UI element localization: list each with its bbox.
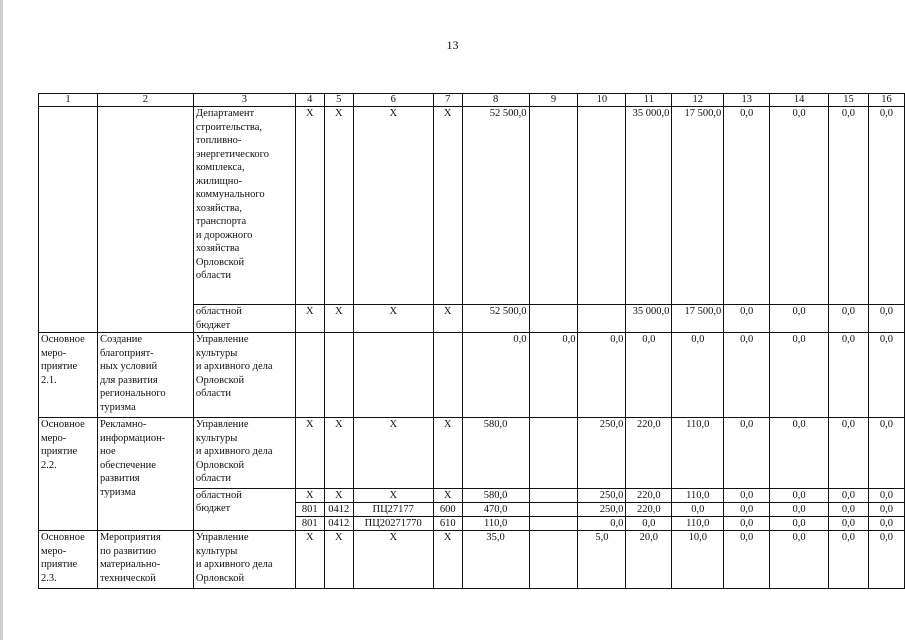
cell-c14: 0,0: [770, 305, 829, 333]
cell-text-line: Основное: [41, 334, 85, 345]
cell-text-line: развития: [99, 473, 140, 484]
cell-c8: 580,0: [462, 418, 529, 489]
cell-text-line: обеспечение: [99, 459, 156, 471]
cell-c7: X: [433, 305, 462, 333]
cell-text-line: ное: [99, 446, 116, 457]
cell-c15: 0,0: [829, 333, 869, 418]
cell-text-line: меро-: [41, 347, 67, 359]
cell-text-line: Основное: [41, 532, 85, 543]
executor-cell: [193, 418, 295, 489]
cell-c12: 110,0: [672, 418, 724, 489]
header-row: [39, 94, 905, 107]
cell-text-line: энергетического: [195, 148, 269, 160]
cell-text-line: туризма: [99, 486, 136, 498]
cell-text-line: Орловской: [195, 572, 245, 584]
cell-c11: 35 000,0: [626, 305, 672, 333]
program-table: [38, 93, 905, 589]
cell-c4: X: [295, 107, 324, 305]
cell-text-line: 2.3.: [41, 572, 57, 584]
cell-text-line: Управление: [195, 532, 249, 543]
cell-c13: 0,0: [724, 418, 770, 489]
cell-c15: 0,0: [829, 489, 869, 503]
table-row-department: [39, 107, 905, 305]
cell-text-line: и архивного дела: [195, 446, 273, 457]
cell-text-line: приятие: [41, 361, 78, 372]
cell-c11: 20,0: [626, 531, 672, 589]
cell-c7: 610: [433, 517, 462, 531]
header-cell: 5: [324, 94, 353, 107]
status-cell-empty: [39, 107, 98, 333]
cell-c8: 110,0: [462, 517, 529, 531]
cell-c11: 220,0: [626, 503, 672, 517]
header-cell: 4: [295, 94, 324, 107]
cell-c4: 801: [295, 517, 324, 531]
cell-c5: X: [324, 531, 353, 589]
header-cell: 7: [433, 94, 462, 107]
cell-c6: X: [353, 489, 433, 503]
cell-text-line: Мероприятия: [99, 532, 161, 543]
cell-c9: [529, 305, 578, 333]
cell-text-line: строительства,: [195, 121, 263, 133]
cell-text-line: Рекламно-: [99, 419, 147, 430]
cell-c13: 0,0: [724, 517, 770, 531]
header-cell: 6: [353, 94, 433, 107]
cell-c11: 220,0: [626, 489, 672, 503]
cell-c13: 0,0: [724, 107, 770, 305]
cell-c16: 0,0: [868, 531, 904, 589]
executor-cell: [193, 333, 295, 418]
cell-c10: 250,0: [578, 418, 626, 489]
cell-text-line: области: [195, 473, 231, 484]
cell-text-line: меро-: [41, 432, 67, 444]
cell-c15: 0,0: [829, 107, 869, 305]
cell-text-line: культуры: [195, 347, 238, 359]
cell-text-line: по развитию: [99, 545, 157, 557]
header-cell: 11: [626, 94, 672, 107]
cell-c12: 110,0: [672, 489, 724, 503]
cell-c10: 250,0: [578, 503, 626, 517]
cell-text-line: области: [195, 388, 231, 399]
cell-c9: [529, 531, 578, 589]
table-row-measure-2-3: [39, 531, 905, 589]
cell-c7: X: [433, 489, 462, 503]
cell-c6: ПЦ27177: [353, 503, 433, 517]
cell-c7: X: [433, 418, 462, 489]
cell-c6: [353, 333, 433, 418]
cell-text-line: меро-: [41, 545, 67, 557]
cell-c13: 0,0: [724, 333, 770, 418]
header-cell: 16: [868, 94, 904, 107]
cell-text-line: хозяйства,: [195, 202, 242, 214]
header-cell: 15: [829, 94, 869, 107]
cell-text-line: для развития: [99, 374, 158, 386]
cell-text-line: Создание: [99, 334, 143, 345]
cell-c9: [529, 418, 578, 489]
page-number: 13: [446, 38, 459, 52]
cell-c11: 220,0: [626, 418, 672, 489]
cell-text-line: 2.2.: [41, 459, 57, 471]
table-row-measure-2-1: [39, 333, 905, 418]
cell-text-line: областной: [195, 306, 242, 317]
cell-c12: 0,0: [672, 333, 724, 418]
cell-c14: 0,0: [770, 333, 829, 418]
title-cell-empty: [97, 107, 193, 333]
cell-c16: 0,0: [868, 305, 904, 333]
cell-c6: X: [353, 305, 433, 333]
cell-c11: 0,0: [626, 333, 672, 418]
cell-c7: 600: [433, 503, 462, 517]
header-cell: 9: [529, 94, 578, 107]
cell-c8: 470,0: [462, 503, 529, 517]
cell-c6: X: [353, 418, 433, 489]
cell-c4: X: [295, 418, 324, 489]
cell-c8: 35,0: [462, 531, 529, 589]
measure-title-cell: [97, 333, 193, 418]
cell-c5: X: [324, 489, 353, 503]
cell-text-line: Орловской: [195, 459, 245, 471]
cell-text-line: и архивного дела: [195, 361, 273, 372]
cell-text-line: 2.1.: [41, 374, 57, 386]
header-cell: 13: [724, 94, 770, 107]
cell-c15: 0,0: [829, 418, 869, 489]
cell-c10: 250,0: [578, 489, 626, 503]
cell-c4: X: [295, 489, 324, 503]
cell-text-line: технической: [99, 572, 156, 584]
cell-text-line: ных условий: [99, 361, 158, 372]
cell-c16: 0,0: [868, 489, 904, 503]
cell-text-line: хозяйства: [195, 243, 240, 254]
cell-c9: [529, 503, 578, 517]
cell-c10: 0,0: [578, 517, 626, 531]
cell-c9: [529, 107, 578, 305]
header-cell: 12: [672, 94, 724, 107]
measure-title-cell: [97, 418, 193, 531]
scan-edge: [0, 0, 3, 640]
cell-c8: 52 500,0: [462, 107, 529, 305]
cell-c5: X: [324, 305, 353, 333]
cell-text-line: комплекса,: [195, 162, 245, 173]
cell-c9: [529, 517, 578, 531]
cell-c14: 0,0: [770, 503, 829, 517]
cell-c9: [529, 489, 578, 503]
status-cell: [39, 333, 98, 418]
cell-c8: 580,0: [462, 489, 529, 503]
cell-c7: X: [433, 531, 462, 589]
cell-c9: 0,0: [529, 333, 578, 418]
cell-c16: 0,0: [868, 107, 904, 305]
cell-c14: 0,0: [770, 489, 829, 503]
cell-text-line: транспорта: [195, 216, 247, 227]
cell-c12: 110,0: [672, 517, 724, 531]
cell-c14: 0,0: [770, 517, 829, 531]
cell-c15: 0,0: [829, 531, 869, 589]
cell-text-line: Департамент: [195, 108, 255, 119]
executor-cell: [193, 107, 295, 305]
cell-text-line: туризма: [99, 401, 136, 413]
cell-c8: 0,0: [462, 333, 529, 418]
header-cell: 8: [462, 94, 529, 107]
cell-text-line: культуры: [195, 432, 238, 444]
cell-c5: [324, 333, 353, 418]
header-cell: 14: [770, 94, 829, 107]
cell-text-line: бюджет: [195, 319, 231, 331]
cell-text-line: Орловской: [195, 256, 245, 268]
cell-c5: X: [324, 107, 353, 305]
cell-text-line: регионального: [99, 388, 166, 399]
cell-text-line: благоприят-: [99, 347, 154, 359]
cell-c12: 0,0: [672, 503, 724, 517]
cell-text-line: жилищно-: [195, 175, 243, 187]
funding-source-cell: [193, 489, 295, 531]
header-cell: 2: [97, 94, 193, 107]
cell-c6: ПЦ20271770: [353, 517, 433, 531]
cell-c12: 10,0: [672, 531, 724, 589]
cell-c11: 0,0: [626, 517, 672, 531]
cell-text-line: Основное: [41, 419, 85, 430]
cell-c15: 0,0: [829, 503, 869, 517]
cell-text-line: и дорожного: [195, 229, 253, 241]
cell-c6: X: [353, 531, 433, 589]
cell-c14: 0,0: [770, 107, 829, 305]
cell-c7: [433, 333, 462, 418]
cell-text-line: топливно-: [195, 135, 242, 146]
cell-c10: 0,0: [578, 333, 626, 418]
cell-c16: 0,0: [868, 333, 904, 418]
cell-text-line: Орловской: [195, 374, 245, 386]
cell-c16: 0,0: [868, 418, 904, 489]
cell-text-line: информацион-: [99, 432, 166, 444]
cell-c14: 0,0: [770, 418, 829, 489]
cell-c13: 0,0: [724, 305, 770, 333]
cell-c4: [295, 333, 324, 418]
header-cell: 1: [39, 94, 98, 107]
header-cell: 3: [193, 94, 295, 107]
status-cell: [39, 418, 98, 531]
cell-text-line: приятие: [41, 559, 78, 570]
cell-text-line: бюджет: [195, 503, 231, 514]
cell-c12: 17 500,0: [672, 107, 724, 305]
cell-text-line: Управление: [195, 419, 249, 430]
cell-c15: 0,0: [829, 305, 869, 333]
cell-c13: 0,0: [724, 531, 770, 589]
cell-c5: X: [324, 418, 353, 489]
cell-c8: 52 500,0: [462, 305, 529, 333]
cell-c13: 0,0: [724, 503, 770, 517]
cell-text-line: и архивного дела: [195, 559, 273, 570]
cell-text-line: областной: [195, 490, 242, 501]
cell-text-line: материально-: [99, 559, 161, 570]
cell-c5: 0412: [324, 503, 353, 517]
header-cell: 10: [578, 94, 626, 107]
cell-c10: [578, 107, 626, 305]
cell-c13: 0,0: [724, 489, 770, 503]
cell-c14: 0,0: [770, 531, 829, 589]
cell-c4: X: [295, 531, 324, 589]
cell-c16: 0,0: [868, 503, 904, 517]
cell-c11: 35 000,0: [626, 107, 672, 305]
cell-c7: X: [433, 107, 462, 305]
cell-c5: 0412: [324, 517, 353, 531]
cell-text-line: области: [195, 270, 231, 281]
cell-c10: [578, 305, 626, 333]
table-row-measure-2-2: [39, 418, 905, 489]
measure-title-cell: [97, 531, 193, 589]
cell-c15: 0,0: [829, 517, 869, 531]
cell-text-line: приятие: [41, 446, 78, 457]
executor-cell: [193, 531, 295, 589]
cell-c16: 0,0: [868, 517, 904, 531]
funding-source-cell: [193, 305, 295, 333]
cell-text-line: культуры: [195, 545, 238, 557]
status-cell: [39, 531, 98, 589]
cell-text-line: коммунального: [195, 189, 265, 200]
cell-c4: X: [295, 305, 324, 333]
cell-text-line: Управление: [195, 334, 249, 345]
cell-c4: 801: [295, 503, 324, 517]
cell-c10: 5,0: [578, 531, 626, 589]
cell-c12: 17 500,0: [672, 305, 724, 333]
cell-c6: X: [353, 107, 433, 305]
